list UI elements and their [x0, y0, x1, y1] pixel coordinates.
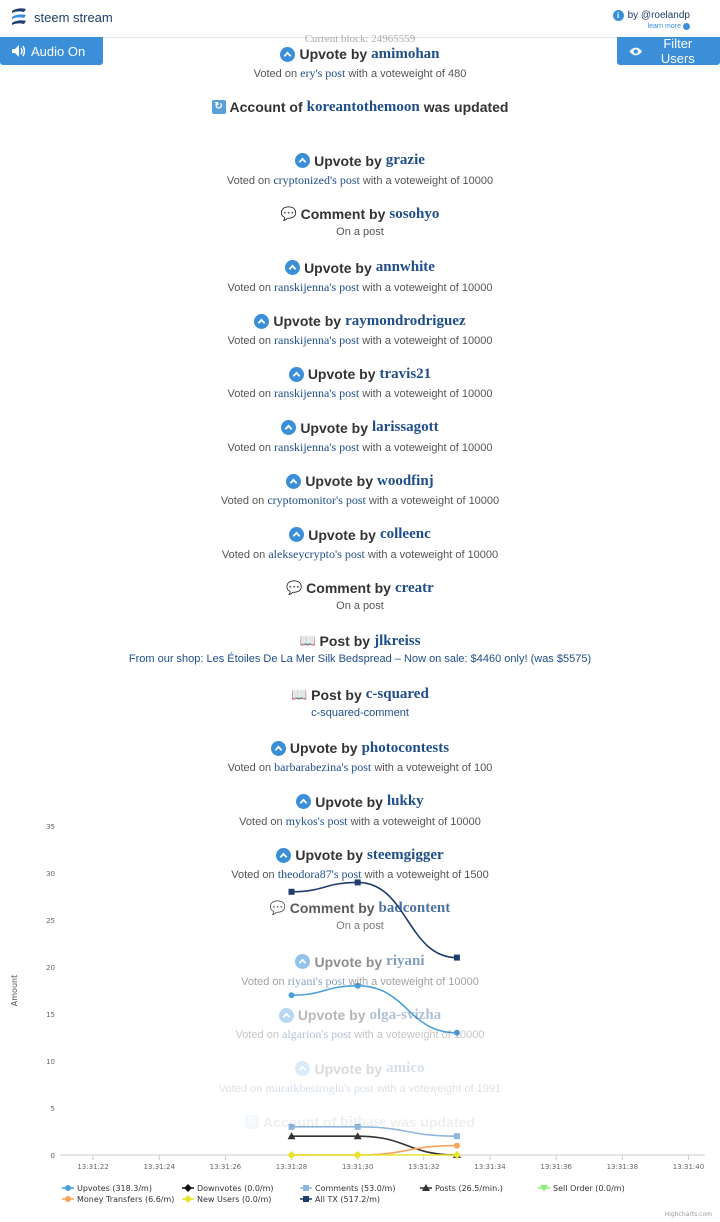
entry-detail	[0, 493, 720, 508]
upvote-icon[interactable]	[279, 1008, 294, 1023]
upvote-icon[interactable]	[295, 1061, 310, 1076]
entry-detail	[0, 547, 720, 562]
entry-user-link[interactable]: c-squared	[365, 686, 429, 703]
post-icon: 📖	[291, 686, 308, 702]
entry-detail	[0, 173, 720, 188]
entry-action: Upvote by	[299, 46, 368, 62]
comment-icon: 💬	[286, 580, 303, 595]
entry-action: Post by	[311, 686, 362, 703]
entry-detail-prefix: On a post	[336, 920, 384, 933]
entry-user-link[interactable]: travis21	[379, 365, 432, 382]
entry-detail-suffix: with a voteweight of 10000	[345, 975, 479, 988]
y-tick-label: 25	[46, 917, 55, 925]
feed-entry	[0, 738, 720, 775]
x-tick-label: 13:31:38	[606, 1163, 639, 1171]
entry-user-link[interactable]: colleenc	[379, 526, 431, 543]
feed-entry	[0, 792, 720, 829]
entry-title	[0, 1005, 720, 1025]
entry-user-link[interactable]: grazie	[385, 152, 425, 169]
entry-user-link[interactable]: amico	[386, 1060, 425, 1077]
x-tick-label: 13:31:22	[77, 1163, 109, 1171]
entry-detail-suffix: with a voteweight of 480	[345, 68, 467, 80]
legend-label: Sell Order (0.0/m)	[553, 1184, 625, 1193]
entry-title	[0, 792, 720, 812]
entry-title	[0, 685, 720, 705]
entry-detail-suffix: with a voteweight of 10000	[359, 335, 493, 347]
entry-detail-prefix: Voted on	[227, 388, 275, 401]
legend-label: New Users (0.0/m)	[197, 1195, 272, 1204]
entry-action: Upvote by	[295, 847, 364, 863]
entry-action: Upvote by	[273, 313, 342, 329]
x-tick-label: 13:31:24	[143, 1163, 175, 1171]
entry-detail-prefix: Voted on	[227, 762, 275, 775]
arrow-icon	[683, 23, 690, 30]
entry-user-link[interactable]: koreantothemoon	[306, 98, 420, 115]
legend-label: All TX (517.2/m)	[315, 1195, 381, 1204]
entry-post-link[interactable]: muratkbesiroglu's post	[265, 1080, 374, 1095]
entry-post-link[interactable]: mykos's post	[285, 813, 348, 828]
comment-icon: 💬	[280, 206, 297, 222]
legend-label: Posts (26.5/min.)	[435, 1184, 503, 1193]
feed-entry	[0, 631, 720, 665]
y-axis-label: Amount	[10, 974, 19, 1007]
entry-detail	[0, 867, 720, 882]
credit-text: by @roelandp	[627, 10, 690, 21]
series-line-3	[292, 1136, 457, 1155]
entry-action: Upvote by	[308, 526, 376, 543]
feed-entry	[0, 364, 720, 401]
entry-user-link[interactable]: olga-svizha	[369, 1006, 442, 1023]
feed-entry	[0, 204, 720, 238]
entry-detail-suffix: with a voteweight of 10000	[365, 495, 500, 508]
entry-suffix: was updated	[390, 1114, 475, 1130]
entry-action: Comment by	[289, 900, 375, 917]
y-tick-label: 0	[50, 1152, 55, 1160]
info-icon: i	[613, 10, 624, 21]
data-point	[288, 1151, 296, 1159]
entry-title	[0, 204, 720, 224]
entry-detail-prefix: Voted on	[220, 495, 268, 508]
entry-title	[0, 578, 720, 598]
current-block: Current block: 24965559	[304, 33, 416, 45]
entry-detail	[0, 814, 720, 829]
entry-title	[0, 311, 720, 331]
entry-title	[0, 471, 720, 491]
entry-user-link[interactable]: larissagott	[372, 419, 439, 436]
entry-detail-suffix: with a voteweight of 10000	[359, 281, 493, 294]
account-update-icon: ↻	[245, 1115, 259, 1129]
entry-post-link[interactable]: riyani's post	[287, 973, 346, 988]
entry-detail	[0, 66, 720, 81]
entry-title	[0, 418, 720, 438]
x-tick-label: 13:31:40	[672, 1163, 705, 1171]
entry-action: Upvote by	[314, 152, 382, 169]
legend-label: Comments (53.0/m)	[315, 1184, 396, 1193]
entry-title	[0, 1112, 720, 1132]
y-tick-label: 15	[46, 1011, 55, 1019]
feed-entry	[0, 44, 720, 81]
y-tick-label: 35	[46, 823, 55, 831]
entry-post-link[interactable]: barbarabezina's post	[274, 760, 372, 775]
upvote-icon[interactable]	[281, 420, 296, 435]
x-tick-label: 13:31:30	[341, 1163, 374, 1171]
entry-detail	[0, 600, 720, 612]
entry-detail-suffix: with a voteweight of 10000	[364, 548, 499, 561]
feed-entry	[0, 1005, 720, 1042]
entry-post-link[interactable]: algarion's post	[282, 1027, 352, 1042]
legend-label: Money Transfers (6.6/m)	[77, 1195, 175, 1204]
upvote-icon[interactable]	[286, 474, 301, 489]
x-tick-label: 13:31:28	[275, 1163, 308, 1171]
feed-entry	[0, 418, 720, 455]
entry-title	[0, 364, 720, 384]
x-tick-label: 13:31:26	[209, 1163, 242, 1171]
entry-user-link[interactable]: raymondrodriguez	[345, 312, 466, 329]
upvote-icon[interactable]	[289, 527, 304, 542]
entry-post-link[interactable]: ery's post	[300, 66, 346, 80]
legend-marker	[303, 1196, 309, 1202]
post-icon: 📖	[299, 633, 316, 649]
entry-detail-prefix: Voted on	[227, 281, 275, 294]
upvote-icon[interactable]	[254, 314, 269, 329]
entry-action: Account of	[263, 1114, 337, 1130]
upvote-icon[interactable]	[296, 794, 311, 809]
steem-logo-icon	[10, 7, 28, 27]
entry-post-link[interactable]: ranskijenna's post	[274, 333, 360, 347]
entry-user-link[interactable]: amimohan	[371, 45, 440, 62]
feed-entry	[0, 578, 720, 612]
entry-detail-suffix: with a voteweight of 10000	[359, 174, 494, 187]
feed-entry	[0, 1112, 720, 1132]
entry-action: Upvote by	[314, 1060, 383, 1077]
feed-entry	[0, 898, 720, 932]
account-update-icon: ↻	[212, 100, 226, 114]
x-tick-label: 13:31:32	[408, 1163, 440, 1171]
entry-user-link[interactable]: creatr	[394, 579, 434, 596]
entry-title	[0, 845, 720, 865]
entry-action: Upvote by	[307, 366, 376, 383]
entry-action: Upvote by	[314, 953, 383, 970]
entry-title	[0, 898, 720, 918]
audio-label: Audio On	[31, 43, 86, 59]
entry-detail-suffix: with a voteweight of 100	[371, 762, 493, 775]
entry-suffix: was updated	[423, 99, 509, 116]
entry-title	[0, 738, 720, 758]
upvote-icon[interactable]	[271, 741, 286, 756]
entry-detail-prefix: Voted on	[221, 548, 269, 561]
x-tick-label: 13:31:36	[540, 1163, 572, 1171]
entry-detail-suffix: with a voteweight of 10000	[351, 1029, 485, 1042]
feed-entry	[0, 845, 720, 882]
learn-more-link[interactable]: learn more	[648, 21, 690, 32]
entry-action: Comment by	[306, 580, 391, 596]
entry-user-link[interactable]: lukky	[386, 793, 424, 810]
entry-action: Upvote by	[300, 419, 368, 436]
entry-action: Comment by	[300, 206, 386, 223]
entry-detail-suffix: with a voteweight of 10000	[359, 441, 493, 454]
legend-label: Downvotes (0.0/m)	[197, 1184, 274, 1193]
entry-detail-prefix: Voted on	[231, 869, 278, 881]
entry-user-link[interactable]: woodfinj	[377, 472, 434, 489]
entry-detail-prefix: Voted on	[227, 441, 275, 454]
filter-label: Filter Users	[660, 36, 695, 66]
entry-title	[0, 258, 720, 278]
feed-entry	[0, 471, 720, 508]
entry-detail	[0, 1027, 720, 1042]
entry-detail-prefix: On a post	[336, 600, 384, 612]
legend-marker	[184, 1195, 192, 1203]
legend-marker	[65, 1196, 71, 1202]
entry-detail	[0, 280, 720, 295]
entry-detail-prefix: Voted on	[218, 1082, 266, 1095]
entry-detail-prefix: On a post	[336, 226, 384, 239]
entry-detail-suffix: with a voteweight of 10000	[347, 815, 481, 828]
upvote-icon[interactable]	[280, 47, 295, 62]
entry-user-link[interactable]: photocontests	[361, 739, 450, 756]
entry-detail-prefix: Voted on	[226, 174, 274, 187]
entry-user-link[interactable]: annwhite	[375, 259, 435, 276]
entry-post-link[interactable]: theodora87's post	[277, 867, 362, 881]
y-tick-label: 10	[46, 1058, 55, 1066]
legend-marker	[184, 1184, 192, 1192]
entry-detail-prefix: Voted on	[241, 975, 288, 988]
brand[interactable]	[10, 7, 113, 27]
entry-user-link[interactable]: badcontent	[378, 899, 451, 916]
entry-detail	[0, 974, 720, 989]
feed-entry	[0, 525, 720, 562]
entry-title	[0, 97, 720, 117]
feed-entry	[0, 1059, 720, 1096]
entry-post-link[interactable]: alekseycrypto's post	[268, 546, 365, 561]
upvote-icon[interactable]	[289, 367, 304, 382]
entry-title	[0, 631, 720, 651]
data-point	[289, 992, 295, 998]
upvote-icon[interactable]	[285, 260, 300, 275]
entry-title	[0, 1059, 720, 1079]
entry-user-link[interactable]: bitbase	[340, 1113, 387, 1130]
feed-entry	[0, 311, 720, 348]
upvote-icon[interactable]	[295, 153, 310, 168]
entry-user-link[interactable]: steemgigger	[367, 846, 444, 863]
upvote-icon[interactable]	[276, 848, 291, 863]
feed-entry	[0, 258, 720, 295]
entry-user-link[interactable]: sosohyo	[389, 205, 440, 222]
legend-marker	[303, 1185, 309, 1191]
entry-detail-prefix: Voted on	[227, 335, 275, 347]
y-tick-label: 20	[46, 964, 55, 972]
author-credit[interactable]	[613, 10, 690, 32]
entry-action: Account of	[229, 99, 303, 116]
entry-post-link[interactable]: ranskijenna's post	[274, 439, 360, 454]
entry-detail	[0, 440, 720, 455]
entry-detail-prefix: Voted on	[253, 68, 301, 80]
entry-action: Upvote by	[315, 793, 383, 810]
x-tick-label: 13:31:34	[474, 1163, 506, 1171]
feed-entry	[0, 952, 720, 989]
entry-post-link[interactable]: cryptonized's post	[273, 172, 360, 187]
feed-entry	[0, 97, 720, 117]
chart-credit: Highcharts.com	[664, 1211, 712, 1218]
entry-user-link[interactable]: riyani	[386, 953, 425, 970]
legend-label: Upvotes (318.3/m)	[77, 1184, 152, 1193]
entry-action: Post by	[319, 633, 371, 650]
entry-post-link[interactable]: From our shop: Les Étoiles De La Mer Silk Bedspread – Now on sale: $4460 only! (was $5575)	[128, 653, 592, 666]
entry-detail	[0, 386, 720, 401]
entry-user-link[interactable]: jlkreiss	[374, 632, 421, 649]
app-name: steem stream	[34, 9, 113, 25]
entry-title	[0, 952, 720, 972]
legend-marker	[65, 1185, 71, 1191]
entry-post-link[interactable]: cryptomonitor's post	[267, 493, 366, 508]
data-point	[354, 1151, 362, 1159]
data-point	[454, 1143, 460, 1149]
entry-action: Upvote by	[305, 473, 373, 490]
entry-title	[0, 525, 720, 545]
y-tick-label: 5	[50, 1105, 55, 1113]
entry-detail	[0, 920, 720, 932]
entry-detail	[0, 226, 720, 238]
entry-action: Upvote by	[304, 259, 372, 276]
entry-post-link[interactable]: c-squared-comment	[311, 706, 409, 719]
entry-detail-prefix: Voted on	[239, 815, 286, 828]
entry-detail-suffix: with a voteweight of 1500	[361, 869, 489, 881]
entry-post-link[interactable]: ranskijenna's post	[274, 279, 360, 294]
entry-detail	[0, 707, 720, 719]
feed-entry	[0, 685, 720, 719]
entry-detail-suffix: with a voteweight of 1991	[373, 1082, 502, 1095]
feed-entry	[0, 151, 720, 188]
entry-post-link[interactable]: ranskijenna's post	[274, 386, 360, 401]
data-point	[454, 1133, 460, 1139]
data-point	[289, 889, 295, 895]
entry-detail	[0, 1081, 720, 1096]
entry-detail-suffix: with a voteweight of 10000	[359, 388, 493, 401]
entry-action: Upvote by	[297, 1007, 366, 1024]
upvote-icon[interactable]	[295, 954, 310, 969]
entry-detail	[0, 760, 720, 775]
y-tick-label: 30	[46, 870, 55, 878]
entry-detail	[0, 653, 720, 665]
entry-title	[0, 44, 720, 64]
entry-detail	[0, 333, 720, 348]
entry-title	[0, 151, 720, 171]
comment-icon: 💬	[269, 900, 286, 916]
entry-detail-prefix: Voted on	[235, 1029, 283, 1042]
entry-action: Upvote by	[289, 740, 358, 757]
